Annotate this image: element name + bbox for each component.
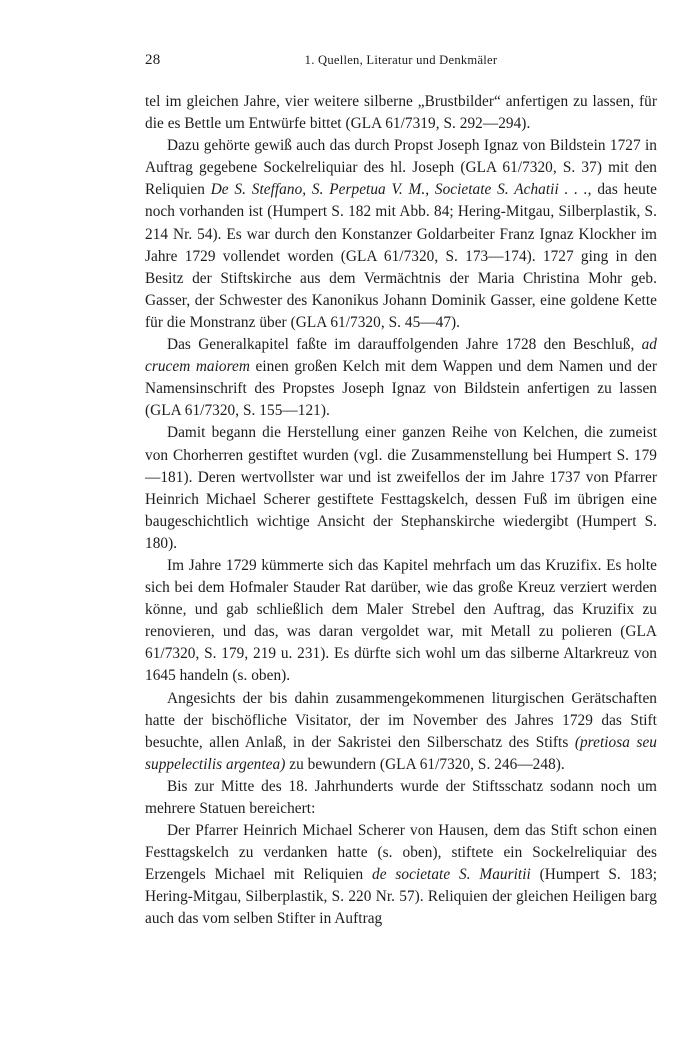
latin-phrase-societate: de societate S. Mauritii [372, 866, 531, 884]
body-text [145, 91, 657, 931]
paragraph-sockelreliquiar: Dazu gehörte gewiß auch das durch Propst Joseph Ignaz von Bildstein 1727 in Auftrag gegebene Sockelreliquiar des hl. Joseph (GLA 61/7320, S. 37) mit den Reliquien De S. Steffano, S. Perpetua V. M., Societate S. Achatii . . ., das heute noch vorhanden ist (Humpert S. 182 mit Abb. 84; Hering-Mitgau, Silberplastik, S. 214 Nr. 54). Es war durch den Konstanzer Goldarbeiter Franz Ignaz Klockher im Jahre 1729 vollendet worden (GLA 61/7320, S. 173—174). 1727 ging in den Besitz der Stiftskirche aus dem Vermächtnis der Maria Christina Mohr geb. Gasser, der Schwester des Kanonikus Johann Dominik Gasser, eine goldene Kette für die Monstranz über (GLA 61/7320, S. 45—47). [145, 137, 657, 331]
paragraph-generalkapitel: Das Generalkapitel faßte im darauffolgenden Jahre 1728 den Beschluß, ad crucem maiorem einen großen Kelch mit dem Wappen und dem Namen und der Namensinschrift des Propstes Joseph Ignaz von Bildstein anfertigen zu lassen (GLA 61/7320, S. 155—121). [145, 336, 657, 420]
latin-phrase-pretiosa: (pretiosa seu suppelectilis argentea) [145, 733, 657, 773]
paragraph-visitator: Angesichts der bis dahin zusammengekommenen liturgischen Gerätschaften hatte der bischöfliche Visitator, der im November des Jahres 1729 das Stift besuchte, allen Anlaß, in der Sakristei den Silberschatz des Stifts (pretiosa seu suppelectilis argentea) zu bewundern (GLA 61/7320, S. 246—248). [145, 689, 657, 773]
paragraph-statuen: Bis zur Mitte des 18. Jahrhunderts wurde der Stiftsschatz sodann noch um mehrere Statuen bereichert: [145, 777, 657, 817]
paragraph-continuation: tel im gleichen Jahre, vier weitere silberne „Brustbilder“ anfertigen zu lassen, für die es Bettle um Entwürfe bittet (GLA 61/7319, S. 292—294). [145, 93, 657, 133]
paragraph-kelche: Damit begann die Herstellung einer ganzen Reihe von Kelchen, die zumeist von Chorherren gestiftet wurden (vgl. die Zusammenstellung bei Humpert S. 179—181). Deren wertvollster war und ist zweifellos der im Jahre 1737 von Pfarrer Heinrich Michael Scherer gestiftete Festtagskelch, dessen Fuß im übrigen eine baugeschichtlich wichtige Ansicht der Stephanskirche wiedergibt (Humpert S. 180). [145, 424, 657, 552]
paragraph-kruzifix: Im Jahre 1729 kümmerte sich das Kapitel mehrfach um das Kruzifix. Es holte sich bei dem Hofmaler Stauder Rat darüber, wie das große Kreuz verziert werden könne, und gab schließlich dem Maler Strebel den Auftrag, das Kruzifix zu renovieren, und das, was daran vergoldet war, mit Metall zu polieren (GLA 61/7320, S. 179, 219 u. 231). Es dürfte sich wohl um das silberne Altarkreuz von 1645 handeln (s. oben). [145, 556, 657, 685]
latin-phrase-ad-crucem: ad crucem maiorem [145, 336, 657, 376]
running-head: 1. Quellen, Literatur und Denkmäler [304, 53, 498, 67]
paragraph-erzengel-michael: Der Pfarrer Heinrich Michael Scherer von Hausen, dem das Stift schon einen Festtagskelch zu verdanken hatte (s. oben), stiftete ein Sockelreliquiar des Erzengels Michael mit Reliquien de societate S. Mauritii (Humpert S. 183; Hering-Mitgau, Silberplastik, S. 220 Nr. 57). Reliquien der gleichen Heiligen barg auch das vom selben Stifter in Auftrag [145, 822, 658, 928]
page-number: 28 [145, 52, 161, 68]
relic-inscription: De S. Steffano, S. Perpetua V. M., Societate S. Achatii . . . [210, 181, 588, 199]
page-header [145, 52, 657, 74]
book-page [145, 52, 657, 931]
